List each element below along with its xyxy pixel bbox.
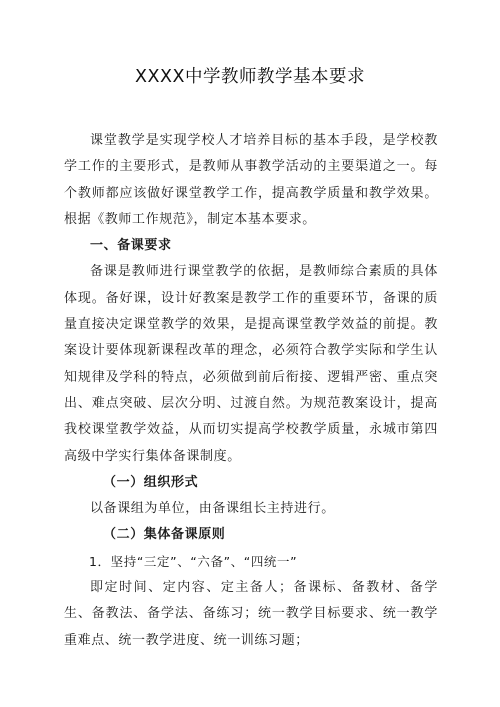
subsection-heading-organization: （一）组织形式 — [103, 474, 199, 490]
subsection-heading-principles: （二）集体备课原则 — [103, 527, 226, 543]
document-body — [64, 128, 438, 654]
section-heading-preparation: 一、备课要求 — [90, 238, 172, 254]
principle-item-paragraph: 即定时间、定内容、定主备人；备课标、备教材、备学生、备教法、备学法、备练习；统一教学目标要求、统一教学重难点、统一教学进度、统一训练习题； — [64, 580, 438, 648]
principle-item-heading: 1．坚持“三定”、“六备”、“四统一” — [89, 553, 298, 569]
section-paragraph-preparation: 备课是教师进行课堂教学的依据，是教师综合素质的具体体现。备好课，设计好教案是教学工作的重要环节，备课的质量直接决定课堂教学的效果，是提高课堂教学效益的前提。教案设计要体现新课程改革的理念，必须符合教学实际和学生认知规律及学科的特点，必须做到前后衔接、逻辑严密、重点突出、难点突破、层次分明、过渡自然。为规范教案设计，提高我校课堂教学效益，从而切实提高学校教学质量，永城市第四高级中学实行集体备课制度。 — [64, 264, 438, 464]
intro-paragraph: 课堂教学是实现学校人才培养目标的基本手段，是学校教学工作的主要形式，是教师从事教学活动的主要渠道之一。每个教师都应该做好课堂教学工作，提高教学质量和教学效果。根据《教师工作规范》，制定本基本要求。 — [64, 133, 438, 227]
document-title: XXXX中学教师教学基本要求 — [135, 67, 365, 87]
subsection-paragraph-organization: 以备课组为单位，由备课组长主持进行。 — [90, 501, 335, 517]
